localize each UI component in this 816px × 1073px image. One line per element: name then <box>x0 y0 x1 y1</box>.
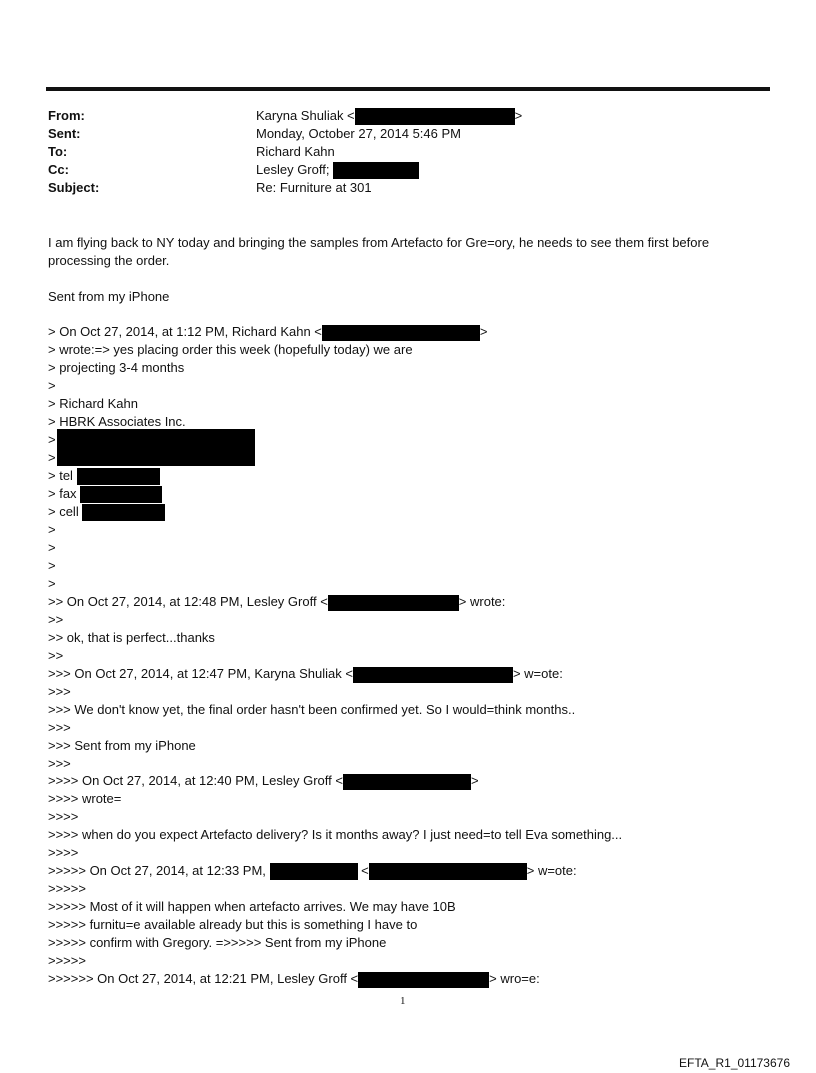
quoted-line <box>48 970 540 988</box>
quoted-line: > HBRK Associates Inc. <box>48 414 186 429</box>
page-number: 1 <box>400 995 406 1007</box>
quoted-line: >>> We don't know yet, the final order hasn't been confirmed yet. So I would=think months.. <box>48 702 576 717</box>
redaction-box <box>82 504 165 521</box>
from-label: From: <box>48 108 85 123</box>
cc-name: Lesley Groff; <box>256 162 330 177</box>
quoted-text: > <box>479 324 488 339</box>
quoted-line: >> <box>48 648 64 663</box>
quoted-line: > projecting 3-4 months <box>48 360 185 375</box>
quoted-line: >>>>> <box>48 881 86 896</box>
quoted-line: >> <box>48 612 64 627</box>
quoted-text: >>>> On Oct 27, 2014, at 12:40 PM, Lesley Groff < <box>48 773 343 788</box>
quoted-text: > wrote: <box>458 594 506 609</box>
quoted-line: > <box>48 450 56 465</box>
to-label: To: <box>48 144 68 159</box>
quoted-line <box>48 323 487 341</box>
redaction-box <box>333 162 419 179</box>
quoted-line: >>>>> furnitu=e available already but this is something I have to <box>48 917 418 932</box>
document-id: EFTA_R1_01173676 <box>679 1056 790 1070</box>
cc-value <box>256 161 419 179</box>
quoted-line: >>> <box>48 756 71 771</box>
quoted-line: > <box>48 432 56 447</box>
email-signature: Sent from my iPhone <box>48 289 170 304</box>
quoted-line <box>48 665 563 683</box>
quoted-line: >>>> wrote= <box>48 791 122 806</box>
subject-label: Subject: <box>48 180 100 195</box>
quoted-line <box>48 485 162 503</box>
from-value <box>256 107 522 125</box>
quoted-text: > w=ote: <box>512 666 563 681</box>
redaction-box <box>353 667 513 683</box>
quoted-line <box>48 772 479 790</box>
redaction-box <box>80 486 162 503</box>
redaction-box <box>358 972 489 988</box>
quoted-text: > cell <box>48 504 79 519</box>
quoted-text: >> On Oct 27, 2014, at 12:48 PM, Lesley Groff < <box>48 594 328 609</box>
redaction-box <box>369 863 527 880</box>
quoted-line: > <box>48 522 56 537</box>
redaction-box <box>328 595 459 611</box>
quoted-line: >>>> <box>48 845 79 860</box>
quoted-line: > <box>48 540 56 555</box>
subject-value: Re: Furniture at 301 <box>256 180 372 195</box>
sent-value: Monday, October 27, 2014 5:46 PM <box>256 126 461 141</box>
quoted-text: >>> On Oct 27, 2014, at 12:47 PM, Karyna Shuliak < <box>48 666 353 681</box>
email-body-intro: I am flying back to NY today and bringing the samples from Artefacto for Gre=ory, he needs to see them first before processing the order. <box>48 235 710 268</box>
redaction-box <box>270 863 358 880</box>
quoted-line: >>>>> <box>48 953 86 968</box>
from-name: Karyna Shuliak < <box>256 108 355 123</box>
quoted-text: >>>>>> On Oct 27, 2014, at 12:21 PM, Lesley Groff < <box>48 971 359 986</box>
quoted-line: > <box>48 378 56 393</box>
header-rule <box>46 87 770 91</box>
redaction-box <box>57 429 255 466</box>
quoted-line: > Richard Kahn <box>48 396 138 411</box>
quoted-line: >>> Sent from my iPhone <box>48 738 196 753</box>
quoted-line: >>>>> Most of it will happen when artefacto arrives. We may have 10B <box>48 899 456 914</box>
cc-label: Cc: <box>48 162 69 177</box>
quoted-line <box>48 467 160 485</box>
quoted-text: > w=ote: <box>526 863 577 878</box>
from-close: > <box>514 108 523 123</box>
quoted-line: >> ok, that is perfect...thanks <box>48 630 215 645</box>
quoted-text: > fax <box>48 486 77 501</box>
quoted-text: > <box>470 773 479 788</box>
quoted-line <box>48 593 505 611</box>
redaction-box <box>77 468 160 485</box>
quoted-text: > wro=e: <box>489 971 540 986</box>
sent-label: Sent: <box>48 126 81 141</box>
quoted-text: >>>>> On Oct 27, 2014, at 12:33 PM, <box>48 863 266 878</box>
quoted-line: >>>>> confirm with Gregory. =>>>>> Sent from my iPhone <box>48 935 387 950</box>
quoted-text: > tel <box>48 468 73 483</box>
quoted-text: < <box>361 863 369 878</box>
quoted-line: > <box>48 558 56 573</box>
quoted-line: >>>> <box>48 809 79 824</box>
redaction-box <box>322 325 480 341</box>
quoted-line: > wrote:=> yes placing order this week (hopefully today) we are <box>48 342 413 357</box>
quoted-line <box>48 503 165 521</box>
redaction-box <box>343 774 471 790</box>
quoted-line: >>> <box>48 684 71 699</box>
quoted-line: >>>> when do you expect Artefacto delivery? Is it months away? I just need=to tell Eva something... <box>48 827 623 842</box>
to-value: Richard Kahn <box>256 144 335 159</box>
quoted-line: > <box>48 576 56 591</box>
quoted-text: > On Oct 27, 2014, at 1:12 PM, Richard Kahn < <box>48 324 322 339</box>
redaction-box <box>355 108 515 125</box>
quoted-line <box>48 862 577 880</box>
quoted-line: >>> <box>48 720 71 735</box>
